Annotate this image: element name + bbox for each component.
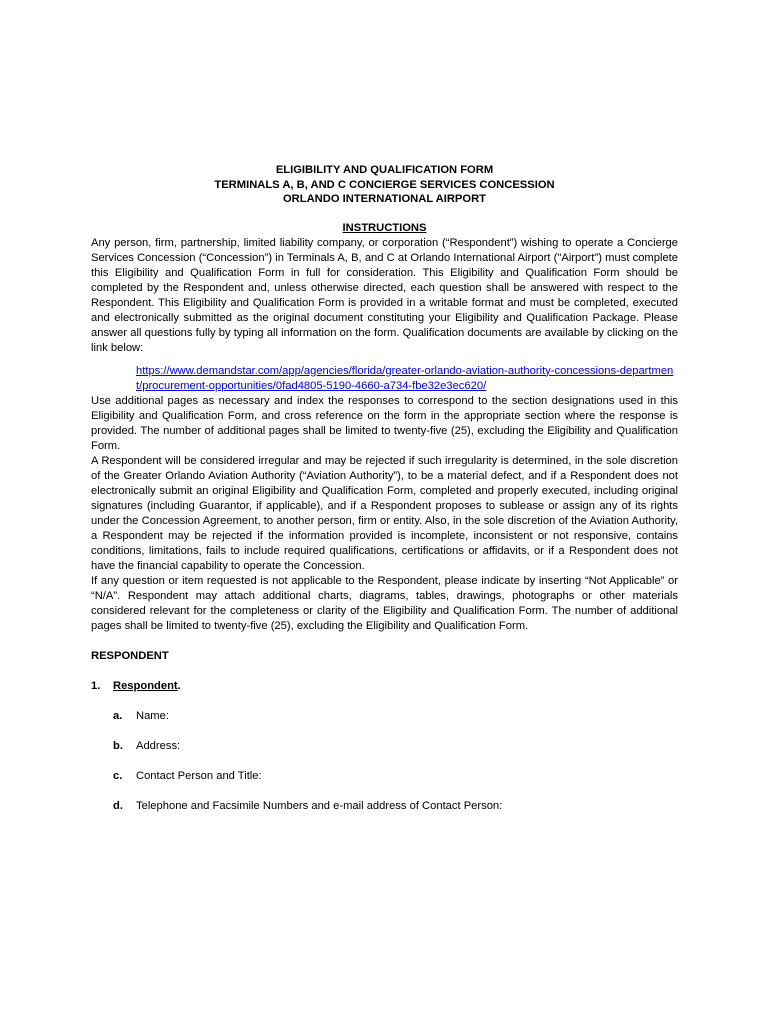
title-line-1: ELIGIBILITY AND QUALIFICATION FORM [275, 164, 494, 176]
title-line-2: TERMINALS A, B, AND C CONCIERGE SERVICES CONCESSION [214, 178, 555, 191]
sub-item-label: Contact Person and Title: [136, 769, 262, 782]
instructions-paragraph-1: Any person, firm, partnership, limited liability company, or corporation (“Respondent”) wishing to operate a Concierge Services Concession (“Concession”) in Terminals A, B, and C at Orlando International Airport ("Airport") must complete this Eligibility and Qualification Form in full for consideration. This Eligibility and Qualification Form should be completed by the Respondent and, unless otherwise directed, each question shall be answered with respect to the Respondent. This Eligibility and Qualification Form is provided in a writable format and must be completed, executed and electronically submitted as the original document constituting your Eligibility and Qualification Package. Please answer all questions fully by typing all information on the form. Qualification documents are available by clicking on the link below: [91, 236, 678, 354]
sub-item-letter: a. [113, 709, 123, 722]
item-number: 1. [91, 679, 101, 692]
sub-item-label: Name: [136, 709, 169, 722]
sub-item-label: Telephone and Facsimile Numbers and e-mail address of Contact Person: [136, 799, 503, 812]
item-label-period: . [177, 679, 181, 692]
sub-item-contact-person[interactable] [113, 769, 678, 784]
sub-item-letter: d. [113, 799, 123, 812]
sub-item-address[interactable] [113, 739, 678, 754]
sub-item-name[interactable] [113, 709, 678, 724]
title-line-3: ORLANDO INTERNATIONAL AIRPORT [282, 193, 487, 205]
document-page [91, 163, 678, 814]
sub-item-label: Address: [136, 739, 181, 752]
sub-item-letter: c. [113, 769, 123, 782]
item-label: Respondent [113, 679, 178, 692]
form-title [91, 163, 678, 207]
sub-item-letter: b. [113, 739, 123, 752]
instructions-paragraph-4: If any question or item requested is not applicable to the Respondent, please indicate by inserting “Not Applicable” or “N/A”. Respondent may attach additional charts, diagrams, tables, drawings, photographs or other materials considered relevant for the completeness or clarity of the Eligibility and Qualification Form. The number of additional pages shall be limited to twenty-five (25), excluding the Eligibility and Qualification Form. [91, 574, 678, 632]
instructions-paragraph-3: A Respondent will be considered irregular and may be rejected if such irregularity is determined, in the sole discretion of the Greater Orlando Aviation Authority (“Aviation Authority”), to be a material defect, and if a Respondent does not electronically submit an original Eligibility and Qualification Form, completed and properly executed, including original signatures (including Guarantor, if applicable), and if a Respondent proposes to sublease or assign any of its rights under the Concession Agreement, to another person, firm or entity. Also, in the sole discretion of the Aviation Authority, a Respondent may be rejected if the information provided is incomplete, inconsistent or not responsive, contains conditions, limitations, fails to include required qualifications, certifications or affidavits, or if a Respondent does not have the financial capability to operate the Concession. [91, 454, 678, 572]
sub-item-contact-numbers[interactable] [113, 799, 678, 814]
respondent-section-heading: RESPONDENT [91, 649, 169, 662]
item-respondent [91, 679, 678, 694]
instructions-paragraph-2: Use additional pages as necessary and index the responses to correspond to the section designations used in this Eligibility and Qualification Form, and cross reference on the form in the appropriate section where the response is provided. The number of additional pages shall be limited to twenty-five (25), excluding the Eligibility and Qualification Form. [91, 394, 678, 452]
qualification-documents-link[interactable]: https://www.demandstar.com/app/agencies/florida/greater-orlando-aviation-authority-concessions-department/procurement-opportunities/0fad4805-5190-4660-a734-fbe32e3ec620/ [136, 364, 674, 392]
instructions-heading: INSTRUCTIONS [342, 221, 427, 234]
